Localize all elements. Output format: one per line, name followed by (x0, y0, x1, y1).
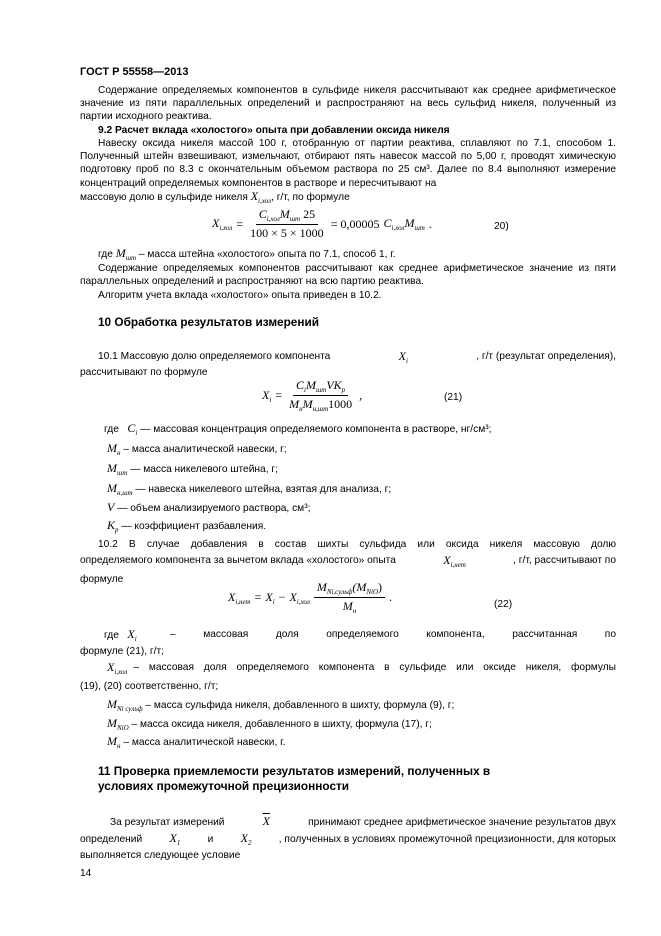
def-msht: $M_{шт}$ — масса никелевого штейна, г; (107, 461, 278, 477)
section-9-2-paragraph-end: массовую долю в сульфиде никеля $X_{i,хол}$, г/т, по формуле (80, 189, 350, 205)
section-9-2-paragraph-2: Содержание определяемых компонентов рассчитывают как среднее арифметическое значение из пяти параллельных определений и распространяют на всю партию реактива. (80, 263, 616, 288)
formula-20: $X_{i,хол}$ = $\frac{C_{i,хол}M_{шт} 25}{100 \times 5 \times 1000}$ = 0,00005 $C_{i,хол}M_{шт}$ . (212, 207, 432, 240)
section-9-2-paragraph-3: Алгоритм учета вклада «холостого» опыта приведен в 10.2. (98, 290, 382, 301)
section-11-title-line-1: 11 Проверка приемлемости результатов измерений, полученных в (98, 764, 491, 778)
def-mn: $M_н$ – масса аналитической навески, г; (107, 441, 287, 457)
section-9-2-paragraph: Навеску оксида никеля массой 100 г, отобранную от партии реактива, сплавляют по 7.1, способом 1. Полученный штейн взвешивают, измельчают, отбирают пять навесок массой по 5,00 г, проводят химическую подготовку проб по 8.3 с окончательным объемом раствора по 25 см³. Далее по 8.4 выполняют измерение концентраций определяемых компонентов в растворе и пересчитывают на (80, 138, 616, 189)
def-m-nio: $M_{NiO}$ – масса оксида никеля, добавленного в шихту, формула (17), г; (107, 716, 432, 732)
formula-22: $X_{i,нет}$ = $X_i$ − $X_{i,хол}$ $\frac{M_{Ni,сульф}(M_{NiO})}{M_н}$ . (228, 580, 393, 615)
def-mnsht: $M_{н,шт}$ — навеска никелевого штейна, взятая для анализа, г; (107, 481, 392, 497)
def-xi-text: – массовая доля определяемого компонента, рассчитанная по (170, 629, 616, 640)
section-10-2-line-2: определяемого компонента за вычетом вклада «холостого» опыта $X_{i,нет}$ , г/т, рассчитывают по (80, 553, 616, 569)
section-10-2-line-3: формуле (80, 574, 124, 585)
def-ci: где $C_i$ — массовая концентрация определяемого компонента в растворе, нг/см³; (104, 421, 492, 437)
section-10-1-line: 10.1 Массовую долю определяемого компонента $X_i$ , г/т (результат определения), (98, 349, 616, 365)
section-10-2-line-1: 10.2 В случае добавления в состав шихты сульфида или оксида никеля массовую долю (98, 539, 616, 550)
intro-paragraph: Содержание определяемых компонентов в сульфиде никеля рассчитывают как среднее арифметическое значение из пяти параллельных определений и распространяют на весь сульфид никеля, полученный из партии исходного реактива. (80, 85, 616, 123)
formula-20-where: где $M_{шт}$ – масса штейна «холостого» опыта по 7.1, способ 1, г. (98, 246, 396, 262)
def-xi-lead: где $X_i$ (104, 627, 137, 643)
page-number: 14 (80, 868, 92, 879)
section-11-line-3: выполняется следующее условие (80, 850, 241, 861)
formula-20-number: 20) (494, 221, 509, 232)
def-xi-cont: формуле (21), г/т; (80, 646, 164, 657)
def-v: V — объем анализируемого раствора, см³; (107, 500, 311, 514)
def-kp: $K_p$ — коэффициент разбавления. (107, 518, 267, 534)
formula-22-number: (22) (494, 599, 513, 610)
def-xihol-cont: (19), (20) соответственно, г/т; (80, 681, 219, 692)
section-11-line-2: определений $X_1$ и $X_2$ , полученных в условиях промежуточной прецизионности, для которых (80, 831, 616, 847)
formula-21: $X_i$ = $\frac{C_iM_{шт}VK_p}{M_нM_{н,шт}1000}$ , (262, 378, 363, 413)
doc-id-header: ГОСТ Р 55558—2013 (80, 66, 189, 78)
section-10-1-line-2: рассчитывают по формуле (80, 367, 208, 378)
def-m-nisulf: $M_{Ni сульф}$ – масса сульфида никеля, добавленного в шихту, формула (9), г; (107, 697, 455, 713)
section-11-line-1: За результат измерений $\overline{X}$ принимают среднее арифметическое значение результатов двух (110, 814, 616, 828)
formula-21-number: (21) (444, 392, 463, 403)
section-9-2-title: 9.2 Расчет вклада «холостого» опыта при добавлении оксида никеля (98, 125, 450, 136)
section-11-title-line-2: условиях промежуточной прецизионности (98, 779, 350, 793)
def-xihol: $X_{i,хол}$ – массовая доля определяемого компонента в сульфиде или оксиде никеля, формулы (107, 660, 616, 676)
def-mn-2: $M_н$ – масса аналитической навески, г. (107, 734, 286, 750)
section-10-title: 10 Обработка результатов измерений (98, 315, 320, 329)
